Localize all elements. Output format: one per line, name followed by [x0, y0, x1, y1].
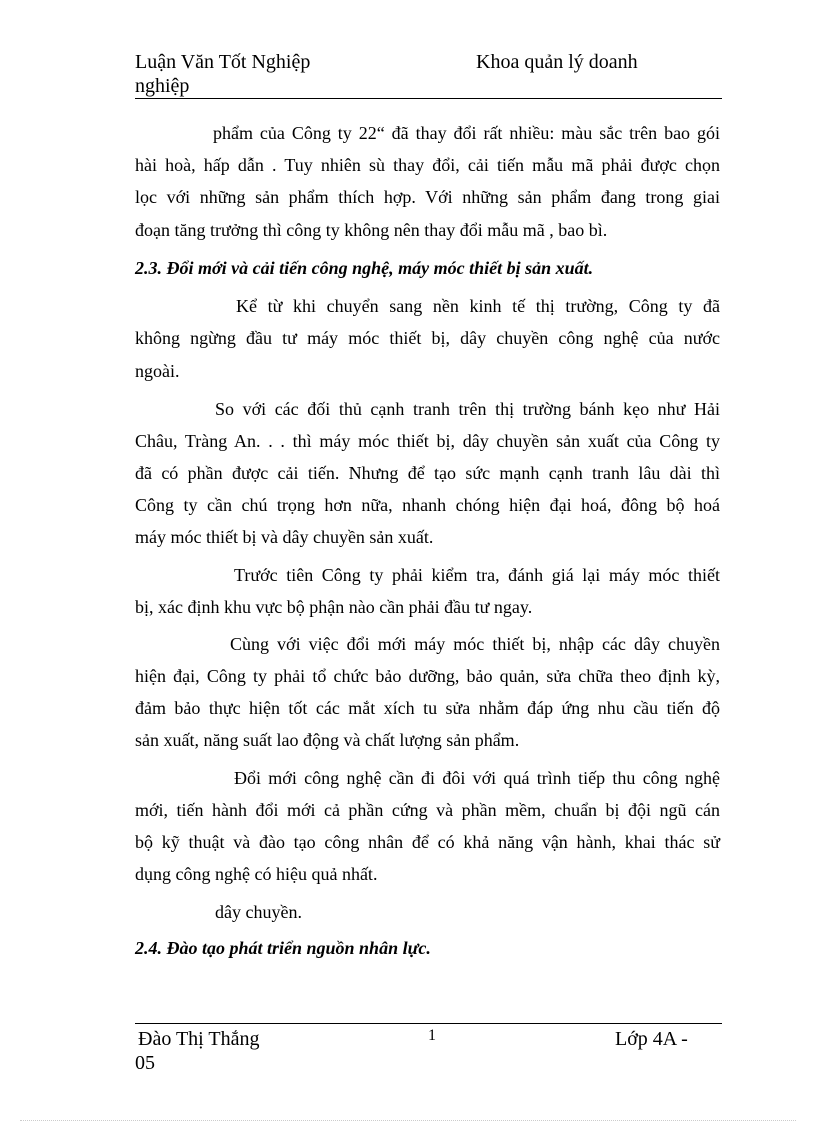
paragraph-line: bộ kỹ thuật và đào tạo công nhân để có khả năng vận hành, khai thác sử [135, 832, 720, 852]
paragraph-line: không ngừng đầu tư máy móc thiết bị, dây chuyền công nghệ của nước [135, 328, 720, 348]
footer-author: Đào Thị Thắng [138, 1028, 260, 1050]
page-number: 1 [428, 1027, 436, 1044]
paragraph-line: lọc với những sản phẩm thích hợp. Với những sản phẩm đang trong giai [135, 187, 720, 207]
header-rule [135, 98, 722, 99]
section-heading-2-3: 2.3. Đổi mới và cải tiến công nghệ, máy móc thiết bị sản xuất. [135, 258, 594, 278]
paragraph-line: dụng công nghệ có hiệu quả nhất. [135, 864, 378, 884]
paragraph-line: phẩm của Công ty 22“ đã thay đổi rất nhiều: màu sắc trên bao gói [213, 123, 720, 143]
page-edge [20, 1120, 796, 1121]
paragraph-line: đảm bảo thực hiện tốt các mắt xích tu sửa nhằm đáp ứng nhu cầu tiến độ [135, 698, 720, 718]
paragraph-line: máy móc thiết bị và dây chuyền sản xuất. [135, 527, 434, 547]
paragraph-line: đã có phần được cải tiến. Nhưng để tạo sức mạnh cạnh tranh lâu dài thì [135, 463, 720, 483]
paragraph-line: So với các đối thủ cạnh tranh trên thị trường bánh kẹo như Hải [215, 399, 720, 419]
paragraph-line: Trước tiên Công ty phải kiểm tra, đánh giá lại máy móc thiết [234, 565, 720, 585]
header-title-right: Khoa quản lý doanh [476, 51, 638, 73]
paragraph-line: Đổi mới công nghệ cần đi đôi với quá trình tiếp thu công nghệ [234, 768, 720, 788]
footer-class: Lớp 4A - [615, 1028, 688, 1050]
section-heading-2-4: 2.4. Đào tạo phát triển nguồn nhân lực. [135, 938, 431, 958]
paragraph-line: đoạn tăng trưởng thì công ty không nên thay đổi mẫu mã , bao bì. [135, 220, 608, 240]
header-title-left: Luận Văn Tốt Nghiệp [135, 51, 311, 73]
paragraph-line: Châu, Tràng An. . . thì máy móc thiết bị, dây chuyền sản xuất của Công ty [135, 431, 720, 451]
paragraph-line: ngoài. [135, 361, 180, 381]
paragraph-line: bị, xác định khu vực bộ phận nào cần phải đầu tư ngay. [135, 597, 533, 617]
paragraph-line: Cùng với việc đổi mới máy móc thiết bị, nhập các dây chuyền [230, 634, 720, 654]
paragraph-line: sản xuất, năng suất lao động và chất lượng sản phẩm. [135, 730, 520, 750]
paragraph-line: mới, tiến hành đổi mới cả phần cứng và phần mềm, chuẩn bị đội ngũ cán [135, 800, 720, 820]
paragraph-line: hài hoà, hấp dẫn . Tuy nhiên sù thay đổi, cải tiến mẫu mã phải được chọn [135, 155, 720, 175]
paragraph-line: hiện đại, Công ty phải tổ chức bảo dưỡng, bảo quản, sửa chữa theo định kỳ, [135, 666, 720, 686]
header-title-wrap: nghiệp [135, 75, 190, 97]
paragraph-line: dây chuyền. [215, 902, 302, 922]
paragraph-line: Công ty cần chú trọng hơn nữa, nhanh chóng hiện đại hoá, đông bộ hoá [135, 495, 720, 515]
footer-class-wrap: 05 [135, 1052, 155, 1074]
paragraph-line: Kể từ khi chuyển sang nền kinh tế thị trường, Công ty đã [236, 296, 720, 316]
